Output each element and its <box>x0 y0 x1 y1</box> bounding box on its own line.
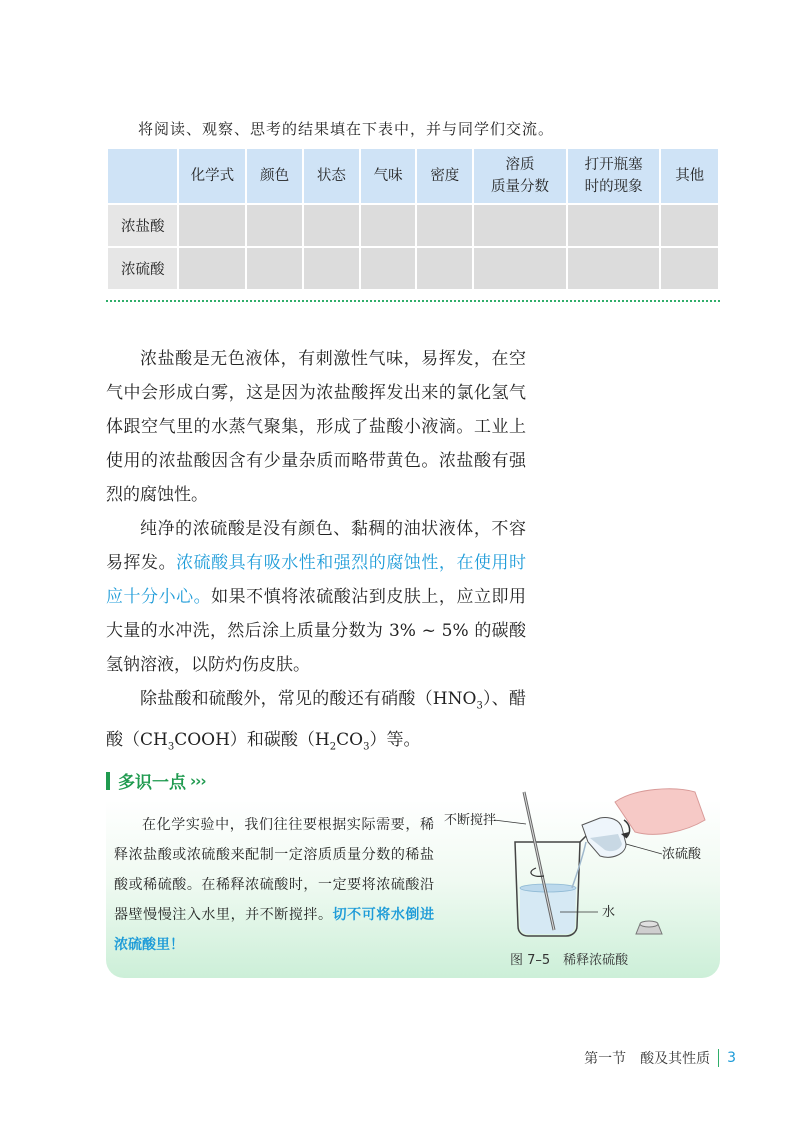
row-label-h2so4: 浓硫酸 <box>107 247 178 290</box>
panel-title-text: 多识一点 <box>118 773 186 793</box>
panel-text <box>114 810 434 960</box>
section-title: 第一节 酸及其性质 <box>584 1051 711 1067</box>
table-row <box>107 247 719 290</box>
table-header-cell: 气味 <box>360 148 417 204</box>
table-cell[interactable] <box>360 204 417 247</box>
paragraph-other-acids <box>106 682 526 765</box>
highlight-warning: 浓硫酸具有吸水性和强烈的腐蚀性，在使用时应十分小心。 <box>106 553 527 607</box>
figure-caption: 图 7–5 稀释浓硫酸 <box>510 953 629 968</box>
table-cell[interactable] <box>660 247 719 290</box>
paragraph-h2so4 <box>106 512 526 682</box>
table-cell[interactable] <box>660 204 719 247</box>
table-cell[interactable] <box>567 204 661 247</box>
label-water: 水 <box>602 904 616 919</box>
label-acid: 浓硫酸 <box>662 846 702 861</box>
table-cell[interactable] <box>416 247 473 290</box>
table-cell[interactable] <box>473 204 567 247</box>
title-bar-icon <box>106 772 110 790</box>
text-span: ）、醋酸（CH <box>106 689 527 751</box>
panel-title <box>106 768 206 793</box>
table-header-cell: 状态 <box>303 148 360 204</box>
paragraph-hcl: 浓盐酸是无色液体，有刺激性气味，易挥发，在空气中会形成白雾，这是因为浓盐酸挥发出来的氯化氢气体跟空气里的水蒸气聚集，形成了盐酸小液滴。工业上使用的浓盐酸因含有少量杂质而略带黄色。浓盐酸有强烈的腐蚀性。 <box>106 349 526 505</box>
subscript: 3 <box>363 741 370 753</box>
panel-paragraph <box>114 810 434 960</box>
observation-table <box>106 147 720 291</box>
subscript: 3 <box>167 741 175 753</box>
table-header-cell: 密度 <box>416 148 473 204</box>
table-cell[interactable] <box>473 247 567 290</box>
chevrons-icon: ››› <box>190 771 206 790</box>
text-span: COOH）和碳酸（H <box>174 730 330 751</box>
table-header-row <box>107 148 719 204</box>
subscript: 3 <box>476 700 483 712</box>
footer-divider <box>718 1049 719 1067</box>
body-text <box>106 342 526 765</box>
highlight-warning: 切不可将水倒进浓硫酸里！ <box>114 907 435 953</box>
text-span: CO <box>336 730 364 751</box>
table-header-cell: 颜色 <box>246 148 303 204</box>
table-cell[interactable] <box>360 247 417 290</box>
table-cell[interactable] <box>303 247 360 290</box>
leader-line <box>494 820 526 824</box>
table-header-cell: 溶质 质量分数 <box>473 148 567 204</box>
table-cell[interactable] <box>246 247 303 290</box>
instruction-text: 将阅读、观察、思考的结果填在下表中，并与同学们交流。 <box>138 120 555 138</box>
water-icon <box>520 888 576 934</box>
table-cell[interactable] <box>178 247 246 290</box>
water-surface <box>520 884 576 892</box>
stopper-top <box>640 921 658 927</box>
text-span: 如果不慎将浓硫酸沾到皮肤上，应立即用大量的水冲洗，然后涂上质量分数为 3% ~ 5% 的碳酸氢钠溶液，以防灼伤皮肤。 <box>106 587 527 675</box>
table-header-cell: 化学式 <box>178 148 246 204</box>
table-cell[interactable] <box>246 204 303 247</box>
leader-line <box>626 844 662 854</box>
row-label-hcl: 浓盐酸 <box>107 204 178 247</box>
label-stir: 不断搅拌 <box>444 812 497 827</box>
subscript: 2 <box>329 741 337 753</box>
text-span: 在化学实验中，我们往往要根据实际需要，稀释浓盐酸或浓硫酸来配制一定溶质质量分数的稀盐酸或稀硫酸。在稀释浓硫酸时，一定要将浓硫酸沿器壁慢慢注入水里，并不断搅拌。 <box>114 817 434 923</box>
table-header-cell: 其他 <box>660 148 719 204</box>
table-header-cell <box>107 148 178 204</box>
dilution-figure <box>440 780 720 970</box>
text-span: 纯净的浓硫酸是没有颜色、黏稠的油状液体，不容易挥发。 <box>106 519 526 573</box>
table-row <box>107 204 719 247</box>
text-span: ）等。 <box>369 730 421 751</box>
page-footer <box>584 1048 736 1068</box>
table-header-cell: 打开瓶塞 时的现象 <box>567 148 661 204</box>
table-cell[interactable] <box>416 204 473 247</box>
text-span: 除盐酸和硫酸外，常见的酸还有硝酸（HNO <box>140 689 477 709</box>
table-cell[interactable] <box>567 247 661 290</box>
table-cell[interactable] <box>178 204 246 247</box>
hand-icon <box>615 789 705 835</box>
page-number: 3 <box>727 1050 736 1066</box>
beaker-spout <box>580 836 586 842</box>
table-cell[interactable] <box>303 204 360 247</box>
dotted-divider <box>106 300 720 302</box>
